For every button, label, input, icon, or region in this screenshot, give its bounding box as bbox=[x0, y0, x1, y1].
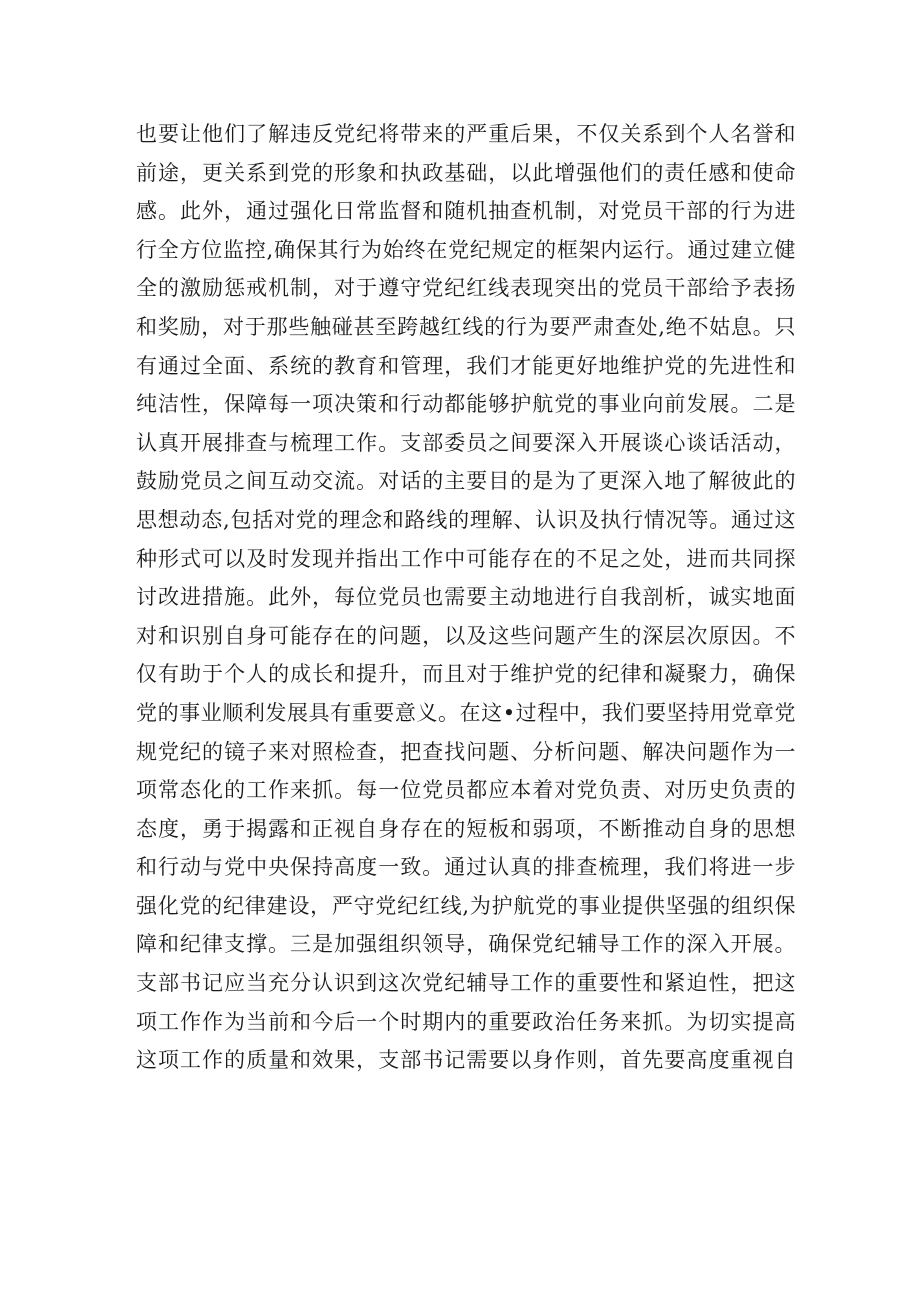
text-line: 纯洁性，保障每一项决策和行动都能够护航党的事业向前发展。二是 bbox=[136, 392, 796, 417]
body-text bbox=[136, 115, 796, 1080]
text-line: 也要让他们了解违反党纪将带来的严重后果，不仅关系到个人名誉和 bbox=[136, 122, 796, 146]
text-line: 支部书记应当充分认识到这次党纪辅导工作的重要性和紧迫性，把这 bbox=[136, 971, 796, 996]
text-line: 前途，更关系到党的形象和执政基础，以此增强他们的责任感和使命 bbox=[136, 160, 796, 185]
text-line: 认真开展排查与梳理工作。支部委员之间要深入开展谈心谈话活动， bbox=[136, 430, 796, 455]
text-line: 党的事业顺利发展具有重要意义。在这•过程中，我们要坚持用党章党 bbox=[136, 700, 796, 725]
text-line: 这项工作的质量和效果，支部书记需要以身作则，首先要高度重视自 bbox=[136, 1048, 796, 1073]
text-line: 思想动态,包括对党的理念和路线的理解、认识及执行情况等。通过这 bbox=[136, 507, 796, 532]
text-line: 有通过全面、系统的教育和管理，我们才能更好地维护党的先进性和 bbox=[136, 353, 796, 378]
text-line: 感。此外，通过强化日常监督和随机抽查机制，对党员干部的行为进 bbox=[136, 199, 796, 224]
text-line: 对和识别自身可能存在的问题，以及这些问题产生的深层次原因。不 bbox=[136, 623, 796, 648]
text-line: 行全方位监控,确保其行为始终在党纪规定的框架内运行。通过建立健 bbox=[136, 237, 796, 262]
text-line: 强化党的纪律建设，严守党纪红线,为护航党的事业提供坚强的组织保 bbox=[136, 893, 796, 918]
text-line: 鼓励党员之间互动交流。对话的主要目的是为了更深入地了解彼此的 bbox=[136, 469, 796, 494]
text-line: 仅有助于个人的成长和提升，而且对于维护党的纪律和凝聚力，确保 bbox=[136, 662, 796, 687]
text-line: 态度，勇于揭露和正视自身存在的短板和弱项，不断推动自身的思想 bbox=[136, 816, 796, 841]
text-line: 全的激励惩戒机制，对于遵守党纪红线表现突出的党员干部给予表扬 bbox=[136, 276, 796, 301]
text-line: 和奖励，对于那些触碰甚至跨越红线的行为要严肃查处,绝不姑息。只 bbox=[136, 314, 796, 339]
text-line: 项工作作为当前和今后一个时期内的重要政治任务来抓。为切实提高 bbox=[136, 1009, 796, 1034]
text-line: 项常态化的工作来抓。每一位党员都应本着对党负责、对历史负责的 bbox=[136, 778, 796, 803]
text-line: 讨改进措施。此外，每位党员也需要主动地进行自我剖析，诚实地面 bbox=[136, 585, 796, 610]
text-line: 规党纪的镜子来对照检查，把查找问题、分析问题、解决问题作为一 bbox=[136, 739, 796, 764]
text-line: 和行动与党中央保持高度一致。通过认真的排查梳理，我们将进一步 bbox=[136, 855, 796, 880]
text-line: 障和纪律支撑。三是加强组织领导，确保党纪辅导工作的深入开展。 bbox=[136, 932, 796, 957]
text-line: 种形式可以及时发现并指出工作中可能存在的不足之处，进而共同探 bbox=[136, 546, 796, 571]
